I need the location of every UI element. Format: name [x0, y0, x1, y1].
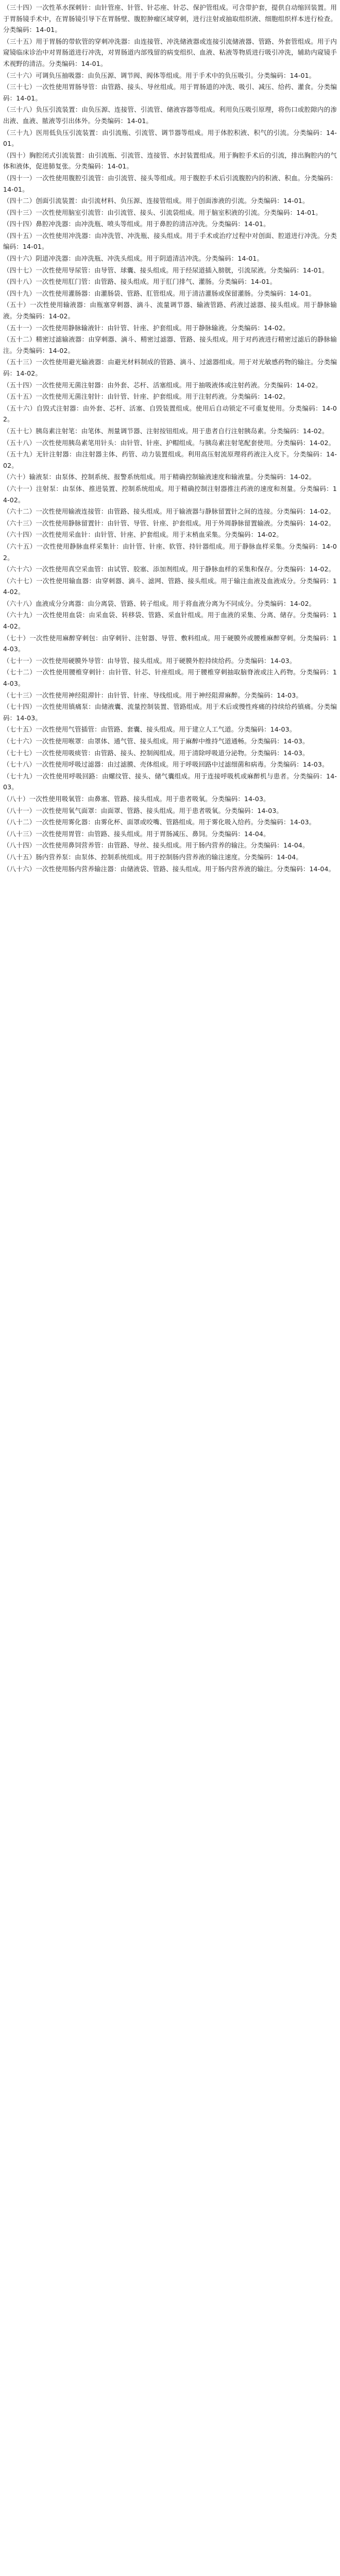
list-item: （四十七）一次性使用导尿管：由导管、球囊、接头组成。用于经尿道插入膀胱，引流尿液。分类编码：14-01。 [3, 266, 329, 274]
list-item: （八十）一次性使用吸氧管：由鼻塞、管路、接头组成。用于患者吸氧。分类编码：14-03。 [3, 794, 270, 803]
list-item: （四十三）一次性使用脑室引流管：由引流管、接头、引流袋组成。用于脑室积液的引流。分类编码：14-01。 [3, 208, 322, 216]
list-item: （四十二）创面引流装置：由引流材料、负压源、连接管组成。用于创面渗液的引流。分类编码：14-01。 [3, 197, 309, 205]
list-item: （七十三）一次性使用神经阻滞针：由针管、针座、导线组成。用于神经阻滞麻醉。分类编码：14-03。 [3, 691, 303, 699]
list-item: （五十六）自毁式注射器：由外套、芯杆、活塞、自毁装置组成。使用后自动锁定不可重复使用。分类编码：14-02。 [3, 404, 337, 423]
list-item: （八十一）一次性使用氧气面罩：由面罩、管路、接头组成。用于患者吸氧。分类编码：14-03。 [3, 806, 283, 815]
list-item: （五十九）无针注射器：由注射器主体、药管、动力装置组成。利用高压射流原理将药液注入皮下。分类编码：14-02。 [3, 450, 337, 469]
list-item: （四十八）一次性使用肛门管：由管路、接头组成。用于肛门排气、灌肠。分类编码：14-01。 [3, 278, 277, 286]
list-item: （七十八）一次性使用呼吸过滤器：由过滤膜、壳体组成。用于呼吸回路中过滤细菌和病毒。分类编码：14-03。 [3, 760, 329, 769]
list-item: （六十四）一次性使用采血针：由针管、针座、护套组成。用于末梢血采集。分类编码：14-02。 [3, 531, 283, 539]
list-item: （五十七）胰岛素注射笔：由笔体、剂量调节器、注射按钮组成。用于患者自行注射胰岛素。分类编码：14-02。 [3, 427, 329, 435]
list-item: （六十三）一次性使用静脉留置针：由针管、导管、针座、护套组成。用于外周静脉留置输液。分类编码：14-02。 [3, 519, 335, 527]
list-item: （七十一）一次性使用硬膜外导管：由导管、接头组成。用于硬膜外腔持续给药。分类编码：14-03。 [3, 656, 296, 665]
list-item: （八十三）一次性使用胃管：由管路、接头组成。用于胃肠减压、鼻饲。分类编码：14-04。 [3, 829, 270, 838]
list-item: （六十二）一次性使用输液连接管：由管路、接头组成。用于输液器与静脉留置针之间的连接。分类编码：14-02。 [3, 507, 335, 516]
list-item: （五十五）一次性使用无菌注射针：由针管、针座、护套组成。用于注射药液。分类编码：14-02。 [3, 393, 290, 401]
list-item: （七十六）一次性使用喉罩：由罩体、通气管、接头组成。用于麻醉中维持气道通畅。分类编码：14-03。 [3, 737, 309, 745]
list-item: （四十九）一次性使用灌肠器：由灌肠袋、管路、肛管组成。用于清洁灌肠或保留灌肠。分类编码：14-01。 [3, 289, 316, 297]
list-item: （六十六）一次性使用真空采血管：由试管、胶塞、添加剂组成。用于静脉血样的采集和保存。分类编码：14-02。 [3, 565, 335, 573]
list-item: （三十四）一次性革水探刺针：由针管座、针管、针芯座、针芯、保护管组成。可含带护套，提供自动缩回装置。用于胃肠镜手术中，在胃肠镜引导下在胃肠壁、腹腔肿瘤区域穿刺，进行注射或抽取组织液、细胞组织样本进行检查。分类编码：14-01。 [3, 4, 337, 34]
list-item: （四十六）阴道冲洗器：由冲洗瓶、冲洗头组成。用于阴道清洁冲洗。分类编码：14-01。 [3, 255, 264, 263]
list-item: （五十四）一次性使用无菌注射器：由外套、芯杆、活塞组成。用于抽吸液体或注射药液。分类编码：14-02。 [3, 381, 322, 389]
list-item: （五十）一次性使用输液器：由瓶塞穿刺器、滴斗、流量调节器、输液管路、药液过滤器、接头组成。用于静脉输液。分类编码：14-02。 [3, 301, 337, 320]
list-item: （三十八）负压引流装置：由负压源、连接管、引流管、储液容器等组成。利用负压吸引原理，将伤口或腔隙内的渗出液、血液、脓液等引出体外。分类编码：14-01。 [3, 106, 337, 125]
list-item: （六十八）血液成分分离器：由分离袋、管路、转子组成。用于将血液分离为不同成分。分类编码：14-02。 [3, 599, 316, 607]
list-item: （八十二）一次性使用雾化器：由雾化杯、面罩或咬嘴、管路组成。用于雾化吸入给药。分类编码：14-03。 [3, 818, 316, 826]
list-item: （六十）输液泵：由泵体、控制系统、报警系统组成。用于精确控制输液速度和输液量。分类编码：14-02。 [3, 473, 316, 481]
list-item: （四十一）一次性使用腹腔引流管：由引流管、接头等组成。用于腹腔手术后引流腹腔内的积液、积血。分类编码：14-01。 [3, 174, 337, 193]
list-item: （六十一）注射泵：由泵体、推进装置、控制系统组成。用于精确控制注射器推注药液的速度和剂量。分类编码：14-02。 [3, 484, 337, 504]
list-item: （四十）胸腔闭式引流装置：由引流瓶、引流管、连接管、水封装置组成。用于胸腔手术后的引流，排出胸腔内的气体和液体，促进肺复张。分类编码：14-01。 [3, 151, 337, 171]
list-item: （五十一）一次性使用静脉输液针：由针管、针座、护套组成。用于静脉输液。分类编码：14-02。 [3, 324, 290, 332]
list-item: （三十六）可调负压抽吸器：由负压源、调节阀、阀体等组成。用于手术中的负压吸引。分类编码：14-01。 [3, 71, 316, 79]
list-item: （八十四）一次性使用鼻饲营养管：由管路、导丝、接头组成。用于肠内营养的输注。分类编码：14-04。 [3, 841, 309, 850]
list-item: （五十二）精密过滤输液器：由穿刺器、滴斗、精密过滤器、管路、接头组成。用于对药液进行精密过滤后的静脉输注。分类编码：14-02。 [3, 335, 337, 354]
list-item: （七十四）一次性使用镇痛泵：由储液囊、流量控制装置、管路组成。用于术后或慢性疼痛的持续给药镇痛。分类编码：14-03。 [3, 703, 337, 722]
list-item: （八十六）一次性使用肠内营养输注器：由储液袋、管路、接头组成。用于肠内营养液的输注。分类编码：14-04。 [3, 865, 335, 873]
list-item: （五十三）一次性使用避光输液器：由避光材料制成的管路、滴斗、过滤器组成。用于对光敏感药物的输注。分类编码：14-02。 [3, 358, 337, 377]
list-item: （三十七）一次性使用胃肠导管：由管路、接头、导丝组成。用于胃肠道的冲洗、吸引、减压、给药、灌食。分类编码：14-01。 [3, 83, 337, 102]
list-item: （四十五）一次性使用冲洗器：由冲洗管、冲洗瓶、接头组成。用于手术或治疗过程中对创面、腔道进行冲洗。分类编码：14-01。 [3, 231, 337, 251]
list-item: （五十八）一次性使用胰岛素笔用针头：由针管、针座、护帽组成。与胰岛素注射笔配套使用。分类编码：14-02。 [3, 438, 335, 447]
list-item: （七十五）一次性使用气管插管：由管路、套囊、接头组成。用于建立人工气道。分类编码：14-03。 [3, 725, 296, 734]
list-item: （三十五）用于胃肠的带软管的穿刺冲洗器：由连接管、冲洗储液器或连接引流储液器、管路、外套管组成。用于内窥镜临床诊治中对胃肠道进行冲洗，对胃肠道内部残留的病变组织、血液、粘液等物质进行吸引冲洗，辅助内窥镜手术视野的清洁。分类编码：14-01。 [3, 37, 337, 67]
list-item: （七十七）一次性使用吸痰管：由管路、接头、控制阀组成。用于清除呼吸道分泌物。分类编码：14-03。 [3, 749, 309, 757]
list-item: （六十七）一次性使用输血器：由穿刺器、滴斗、滤网、管路、接头组成。用于输注血液及血液成分。分类编码：14-02。 [3, 577, 337, 596]
list-item: （七十）一次性使用麻醉穿刺包：由穿刺针、注射器、导管、敷料组成。用于硬膜外或腰椎麻醉穿刺。分类编码：14-03。 [3, 634, 337, 653]
list-item: （八十五）肠内营养泵：由泵体、控制系统组成。用于控制肠内营养液的输注速度。分类编码：14-04。 [3, 853, 303, 861]
list-item: （七十二）一次性使用腰椎穿刺针：由针管、针芯、针座组成。用于腰椎穿刺抽取脑脊液或注入药物。分类编码：14-03。 [3, 668, 337, 688]
list-item: （六十九）一次性使用血袋：由采血袋、转移袋、管路、采血针组成。用于血液的采集、分离、储存。分类编码：14-02。 [3, 611, 337, 631]
list-item: （三十九）医用低负压引流装置：由引流瓶、引流管、调节器等组成。用于体腔积液、积气的引流。分类编码：14-01。 [3, 128, 337, 148]
list-item: （六十五）一次性使用静脉血样采集针：由针管、针座、软管、持针器组成。用于静脉血样采集。分类编码：14-02。 [3, 542, 337, 562]
list-item: （四十四）鼻腔冲洗器：由冲洗瓶、喷头等组成。用于鼻腔的清洁冲洗。分类编码：14-01。 [3, 220, 270, 228]
list-item: （七十九）一次性使用呼吸回路：由螺纹管、接头、储气囊组成。用于连接呼吸机或麻醉机与患者。分类编码：14-03。 [3, 772, 337, 791]
